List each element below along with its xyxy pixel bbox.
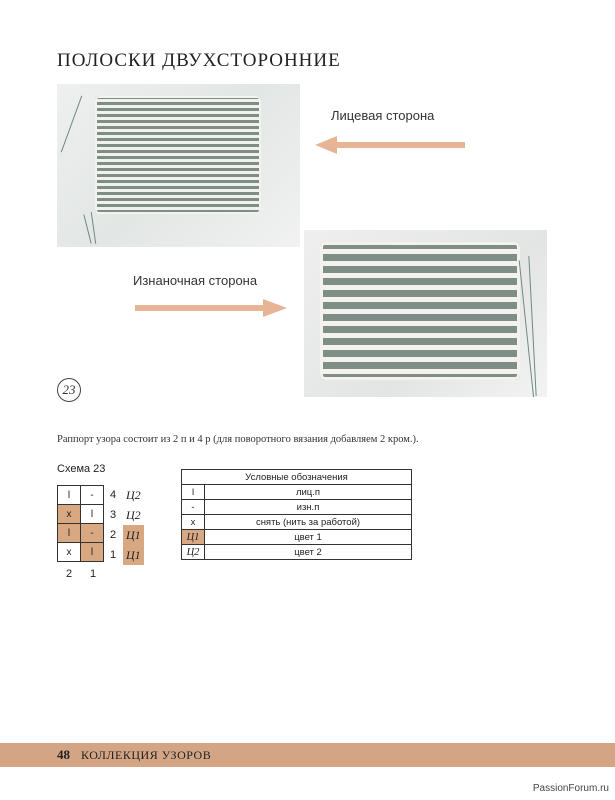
stitch-chart: [57, 485, 104, 562]
chart-cell: l: [58, 486, 81, 505]
face-side-label: Лицевая сторона: [331, 108, 435, 123]
pattern-number: 23: [57, 378, 81, 402]
legend-row: [182, 515, 412, 530]
chart-cell: l: [58, 524, 81, 543]
legend-row: [182, 485, 412, 500]
chart-row: [58, 543, 104, 562]
row-number: 4: [110, 489, 117, 501]
legend-row: [182, 500, 412, 515]
legend-row: [182, 545, 412, 560]
knitted-swatch-face: [95, 96, 261, 214]
yarn-tail: [91, 212, 96, 244]
yarn-tail: [83, 214, 91, 243]
legend-header: Условные обозначения: [182, 470, 412, 485]
legend-symbol: x: [182, 515, 205, 530]
chart-row: [58, 524, 104, 543]
row-label: [110, 525, 144, 545]
column-number: 1: [89, 568, 97, 580]
chart-row: [58, 505, 104, 524]
page-title: ПОЛОСКИ ДВУХСТОРОННИЕ: [57, 50, 341, 71]
legend-header-row: [182, 470, 412, 485]
legend-label: снять (нить за работой): [205, 515, 412, 530]
back-side-photo: [304, 230, 547, 397]
chart-cell: x: [58, 543, 81, 562]
yarn-tail: [61, 96, 82, 153]
legend-label: цвет 1: [205, 530, 412, 545]
footer-title: КОЛЛЕКЦИЯ УЗОРОВ: [81, 747, 212, 762]
chart-cell: l: [81, 505, 104, 524]
legend-row: [182, 530, 412, 545]
legend-table: [181, 469, 412, 560]
legend-label: изн.п: [205, 500, 412, 515]
chart-row-labels: [110, 485, 144, 565]
row-color: Ц1: [123, 545, 144, 565]
scheme-title: Схема 23: [57, 463, 106, 475]
row-number: 1: [110, 549, 117, 561]
face-side-photo: [57, 84, 300, 247]
chart-row: [58, 486, 104, 505]
row-label: [110, 505, 144, 525]
legend-symbol: -: [182, 500, 205, 515]
row-color: Ц2: [126, 488, 141, 502]
legend-symbol: Ц1: [182, 530, 205, 545]
page-footer: [0, 743, 615, 767]
legend-symbol: l: [182, 485, 205, 500]
chart-column-labels: [57, 568, 105, 580]
row-color: Ц2: [126, 508, 141, 522]
chart-cell: -: [81, 524, 104, 543]
arrow-right-icon: [135, 298, 287, 318]
row-color: Ц1: [123, 525, 144, 545]
watermark: PassionForum.ru: [532, 783, 609, 794]
legend-label: лиц.п: [205, 485, 412, 500]
legend-label: цвет 2: [205, 545, 412, 560]
chart-cell: x: [58, 505, 81, 524]
legend-symbol: Ц2: [182, 545, 205, 560]
rapport-text: Раппорт узора состоит из 2 п и 4 р (для поворотного вязания добавляем 2 кром.).: [57, 433, 419, 445]
page-number: 48: [57, 747, 70, 762]
row-label: [110, 545, 144, 565]
arrow-left-icon: [315, 135, 465, 155]
row-label: [110, 485, 144, 505]
knitted-swatch-back: [320, 242, 520, 380]
row-number: 2: [110, 529, 117, 541]
back-side-label: Изнаночная сторона: [133, 273, 258, 288]
yarn-tail: [528, 256, 536, 396]
row-number: 3: [110, 509, 117, 521]
chart-cell: l: [81, 543, 104, 562]
chart-cell: -: [81, 486, 104, 505]
column-number: 2: [65, 568, 73, 580]
